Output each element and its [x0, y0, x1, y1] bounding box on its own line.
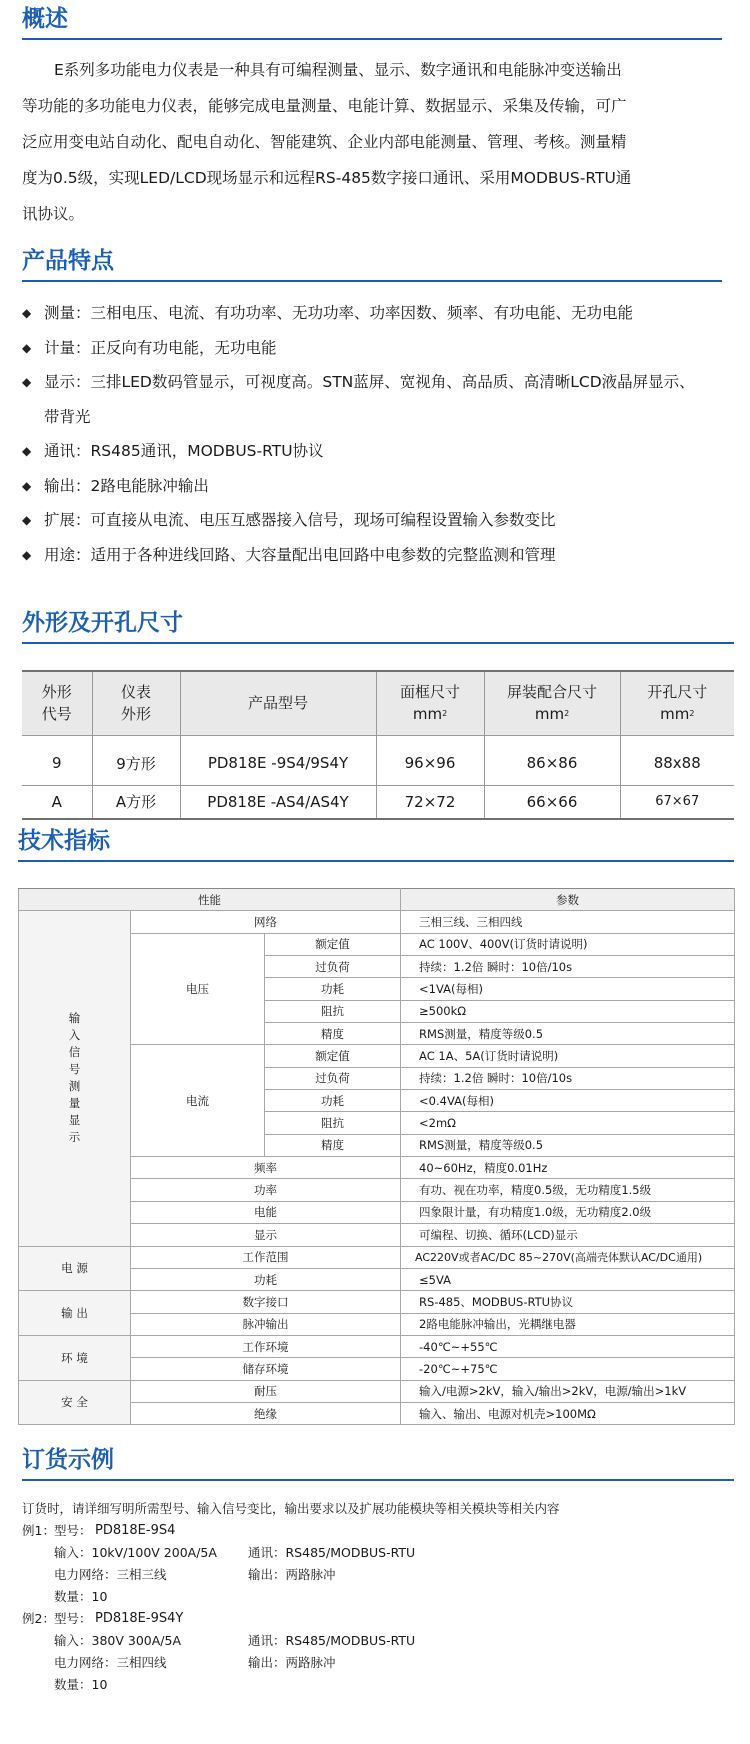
- group-power-supply: 电 源: [19, 1246, 131, 1291]
- example-quantity: 数量：10: [54, 1677, 108, 1692]
- row-label: 耐压: [131, 1380, 401, 1402]
- section-title-features: 产品特点: [22, 246, 722, 282]
- row-label: 工作环境: [131, 1335, 401, 1357]
- specs-header-row: [19, 889, 735, 911]
- table-row: [19, 1246, 735, 1268]
- example-network: 电力网络：三相三线: [54, 1567, 167, 1582]
- example-model-label: 型号：: [54, 1523, 92, 1538]
- row-label: 频率: [131, 1157, 401, 1179]
- row-value: RS-485、MODBUS-RTU协议: [401, 1291, 735, 1313]
- row-value: -40℃~+55℃: [401, 1335, 735, 1357]
- row-label: 阻抗: [265, 1000, 401, 1022]
- subgroup-voltage: 电压: [131, 933, 265, 1045]
- row-label: 显示: [131, 1224, 401, 1246]
- header-shape: 仪表 外形: [92, 671, 180, 735]
- section-title-overview: 概述: [22, 4, 722, 40]
- section-title-dimensions: 外形及开孔尺寸: [22, 608, 734, 644]
- row-value: 持续：1.2倍 瞬时：10倍/10s: [401, 1067, 735, 1089]
- example-quantity: 数量：10: [54, 1589, 108, 1604]
- diamond-bullet-icon: ◆: [22, 547, 32, 562]
- feature-item: ◆ 计量：正反向有功电能，无功电能: [22, 331, 732, 366]
- cell-hole-size: 67×67: [620, 785, 734, 819]
- section-title-ordering: 订货示例: [22, 1445, 734, 1481]
- example-model: PD818E-9S4: [95, 1523, 176, 1538]
- section-title-specs: 技术指标: [18, 826, 734, 862]
- row-value: ≤5VA: [401, 1268, 735, 1290]
- cell-fit-size: 66×66: [484, 785, 620, 819]
- dimensions-table: [22, 670, 734, 820]
- feature-item: ◆ 通讯：RS485通讯，MODBUS-RTU协议: [22, 434, 732, 469]
- row-label: 功耗: [265, 1090, 401, 1112]
- group-environment: 环 境: [19, 1335, 131, 1380]
- row-value: 四象限计量，有功精度1.0级，无功精度2.0级: [401, 1201, 735, 1223]
- row-value: RMS测量，精度等级0.5: [401, 1023, 735, 1045]
- cell-model: PD818E -AS4/AS4Y: [180, 785, 376, 819]
- row-value: AC220V或者AC/DC 85~270V(高端壳体默认AC/DC通用): [401, 1246, 735, 1268]
- row-label: 额定值: [265, 933, 401, 955]
- row-value: 持续：1.2倍 瞬时：10倍/10s: [401, 956, 735, 978]
- row-value: 输入、输出、电源对机壳>100MΩ: [401, 1402, 735, 1424]
- group-input-signal-label: 输 入 信 号 测 量 显 示: [68, 1011, 81, 1145]
- example-input: 输入：380V 300A/5A: [54, 1633, 182, 1648]
- row-value: <1VA(每相): [401, 978, 735, 1000]
- row-value: 三相三线、三相四线: [401, 911, 735, 933]
- cell-panel-size: 96×96: [376, 735, 484, 785]
- row-label: 绝缘: [131, 1402, 401, 1424]
- header-performance: 性能: [19, 889, 401, 911]
- row-value: 可编程、切换、循环(LCD)显示: [401, 1224, 735, 1246]
- row-label: 脉冲输出: [131, 1313, 401, 1335]
- row-value: AC 100V、400V(订货时请说明): [401, 933, 735, 955]
- example-model: PD818E-9S4Y: [95, 1611, 184, 1626]
- row-label: 额定值: [265, 1045, 401, 1067]
- header-code: 外形 代号: [22, 671, 92, 735]
- overview-line: E系列多功能电力仪表是一种具有可编程测量、显示、数字通讯和电能脉冲变送输出: [54, 61, 622, 79]
- cell-fit-size: 86×86: [484, 735, 620, 785]
- row-label: 电能: [131, 1201, 401, 1223]
- row-label: 网络: [131, 911, 401, 933]
- header-parameter: 参数: [401, 889, 735, 911]
- table-row: [19, 911, 735, 933]
- row-value: -20℃~+75℃: [401, 1358, 735, 1380]
- overview-line: 等功能的多功能电力仪表，能够完成电量测量、电能计算、数据显示、采集及传输，可广: [22, 97, 627, 115]
- feature-item: ◆ 显示：三排LED数码管显示，可视度高。STN蓝屏、宽视角、高品质、高清晰LCD液晶屏显示、: [22, 365, 732, 400]
- group-input-signal: [19, 911, 131, 1246]
- row-value: 有功、视在功率，精度0.5级，无功精度1.5级: [401, 1179, 735, 1201]
- cell-shape: 9方形: [92, 735, 180, 785]
- row-value: <2mΩ: [401, 1112, 735, 1134]
- feature-list: [22, 296, 732, 572]
- row-value: <0.4VA(每相): [401, 1090, 735, 1112]
- diamond-bullet-icon: ◆: [22, 340, 32, 355]
- table-row: [19, 1335, 735, 1357]
- table-row: [22, 735, 734, 785]
- row-value: 2路电能脉冲输出，光耦继电器: [401, 1313, 735, 1335]
- cell-hole-size: 88x88: [620, 735, 734, 785]
- cell-panel-size: 72×72: [376, 785, 484, 819]
- feature-item: ◆ 输出：2路电能脉冲输出: [22, 469, 732, 504]
- row-label: 数字接口: [131, 1291, 401, 1313]
- example-network: 电力网络：三相四线: [54, 1655, 167, 1670]
- cell-code: 9: [22, 735, 92, 785]
- row-value: ≥500kΩ: [401, 1000, 735, 1022]
- group-safety: 安 全: [19, 1380, 131, 1425]
- feature-item: ◆ 测量：三相电压、电流、有功功率、无功功率、功率因数、频率、有功电能、无功电能: [22, 296, 732, 331]
- dimensions-header-row: [22, 671, 734, 735]
- example-output: 输出：两路脉冲: [248, 1567, 336, 1582]
- row-label: 精度: [265, 1023, 401, 1045]
- row-label: 功率: [131, 1179, 401, 1201]
- row-value: AC 1A、5A(订货时请说明): [401, 1045, 735, 1067]
- row-label: 功耗: [131, 1268, 401, 1290]
- header-model: 产品型号: [180, 671, 376, 735]
- row-label: 过负荷: [265, 1067, 401, 1089]
- feature-item: ◆ 扩展：可直接从电流、电压互感器接入信号，现场可编程设置输入参数变比: [22, 503, 732, 538]
- diamond-bullet-icon: ◆: [22, 478, 32, 493]
- feature-item: ◆ 用途：适用于各种进线回路、大容量配出电回路中电参数的完整监测和管理: [22, 538, 732, 573]
- example-output: 输出：两路脉冲: [248, 1655, 336, 1670]
- diamond-bullet-icon: ◆: [22, 513, 32, 527]
- example-comm: 通讯：RS485/MODBUS-RTU: [248, 1633, 416, 1648]
- overview-line: 度为0.5级，实现LED/LCD现场显示和远程RS-485数字接口通讯、采用MODBUS-RTU通: [22, 169, 632, 187]
- order-example-2: [22, 1608, 722, 1718]
- row-value: 40~60Hz，精度0.01Hz: [401, 1157, 735, 1179]
- header-panel-size: 面框尺寸 $mm^2$: [376, 671, 484, 735]
- ordering-intro: 订货时，请详细写明所需型号、输入信号变比，输出要求以及扩展功能模块等相关模块等相关内容: [22, 1501, 560, 1516]
- overview-line: 泛应用变电站自动化、配电自动化、智能建筑、企业内部电能测量、管理、考核。测量精: [22, 133, 627, 151]
- row-label: 阻抗: [265, 1112, 401, 1134]
- diamond-bullet-icon: ◆: [22, 444, 32, 458]
- row-value: RMS测量，精度等级0.5: [401, 1134, 735, 1156]
- example-model-label: 型号：: [54, 1611, 92, 1626]
- diamond-bullet-icon: ◆: [22, 306, 32, 320]
- subgroup-current: 电流: [131, 1045, 265, 1157]
- row-label: 储存环境: [131, 1358, 401, 1380]
- example-comm: 通讯：RS485/MODBUS-RTU: [248, 1545, 416, 1560]
- group-output: 输 出: [19, 1291, 131, 1336]
- table-row: [19, 1380, 735, 1402]
- example-prefix: 例2：: [22, 1611, 55, 1626]
- example-input: 输入：10kV/100V 200A/5A: [54, 1545, 217, 1560]
- overview-line: 讯协议。: [22, 205, 85, 223]
- row-label: 工作范围: [131, 1246, 401, 1268]
- row-label: 功耗: [265, 978, 401, 1000]
- example-prefix: 例1：: [22, 1523, 55, 1538]
- header-hole-size: 开孔尺寸 $mm^2$: [620, 671, 734, 735]
- table-row: [19, 1291, 735, 1313]
- row-label: 精度: [265, 1134, 401, 1156]
- row-label: 过负荷: [265, 956, 401, 978]
- diamond-bullet-icon: ◆: [22, 375, 32, 389]
- cell-code: A: [22, 785, 92, 819]
- specs-table: [18, 888, 735, 1425]
- cell-shape: A方形: [92, 785, 180, 819]
- table-row: [22, 785, 734, 819]
- overview-paragraph: [22, 52, 722, 232]
- row-value: 输入/电源>2kV，输入/输出>2kV，电源/输出>1kV: [401, 1380, 735, 1402]
- feature-item-continuation: 带背光: [44, 407, 91, 426]
- cell-model: PD818E -9S4/9S4Y: [180, 735, 376, 785]
- header-fit-size: 屏装配合尺寸 $mm^2$: [484, 671, 620, 735]
